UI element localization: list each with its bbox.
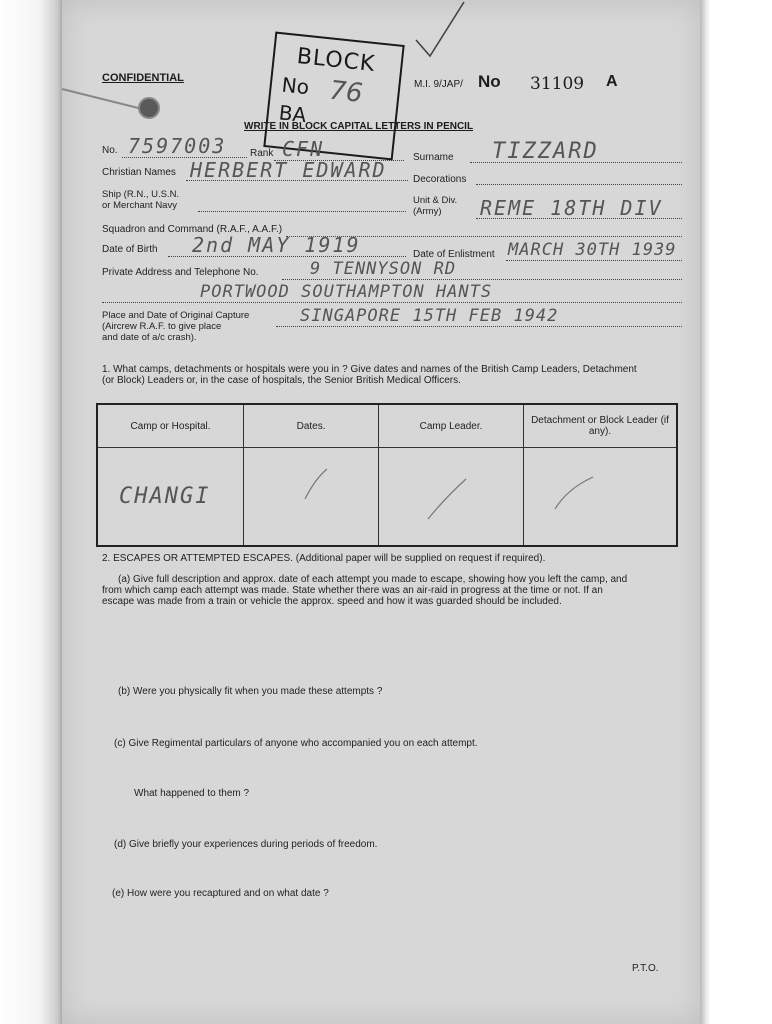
dates-cell: [244, 448, 379, 547]
question-2e-text: (e) How were you recaptured and on what date ?: [112, 888, 329, 899]
stamp-ba-text: BA: [277, 100, 308, 128]
ship-label: Ship (R.N., U.S.N. or Merchant Navy: [102, 189, 180, 211]
capture-value: SINGAPORE 15TH FEB 1942: [300, 306, 559, 326]
dob-value: 2nd MAY 1919: [192, 233, 361, 257]
dash-mark: [245, 449, 375, 539]
stamp-block-text: BLOCK: [295, 43, 377, 78]
detachment-cell: [524, 448, 678, 547]
question-2d-text: (d) Give briefly your experiences during periods of freedom.: [114, 839, 378, 850]
christian-names-label: Christian Names: [102, 167, 176, 178]
rank-label: Rank: [250, 148, 274, 159]
address-line1: 9 TENNYSON RD: [310, 259, 457, 279]
no-label: No.: [102, 145, 118, 156]
pto-label: P.T.O.: [632, 963, 659, 974]
confidential-label: CONFIDENTIAL: [102, 72, 184, 84]
capture-label: Place and Date of Original Capture (Aircrew R.A.F. to give place and date of a/c crash).: [102, 310, 250, 343]
address-label: Private Address and Telephone No.: [102, 267, 259, 278]
question-1-text: 1. What camps, detachments or hospitals were you in ? Give dates and names of the British Camp Leaders, Detachment (or Block) Leaders or, in the case of hospitals, the Senior British Medical Officers.: [102, 364, 637, 386]
paper-edge: [700, 0, 710, 1024]
stamp-handwritten-number: 76: [327, 75, 365, 109]
unit-label: Unit & Div. (Army): [413, 195, 458, 217]
enlistment-label: Date of Enlistment: [413, 249, 495, 260]
camps-table: [96, 403, 678, 547]
col-dates-header: Dates.: [244, 404, 379, 448]
question-2b-text: (b) Were you physically fit when you made these attempts ?: [118, 686, 383, 697]
christian-names-value: HERBERT EDWARD: [190, 158, 387, 182]
mi-label: M.I. 9/JAP/: [414, 79, 463, 90]
address-line2: PORTWOOD SOUTHAMPTON HANTS: [200, 282, 493, 302]
question-2c-sub-text: What happened to them ?: [134, 788, 250, 799]
unit-value: REME 18TH DIV: [480, 196, 663, 220]
check-mark: [410, 0, 470, 60]
col-camp-header: Camp or Hospital.: [97, 404, 244, 448]
punch-hole: [138, 97, 160, 119]
surname-label: Surname: [413, 152, 454, 163]
surname-value: TIZZARD: [492, 139, 599, 164]
leader-cell: [379, 448, 524, 547]
dob-label: Date of Birth: [102, 244, 158, 255]
table-row: [97, 448, 677, 547]
table-header-row: [97, 404, 677, 448]
no-value: 7597003: [128, 134, 227, 158]
question-2a-text: (a) Give full description and approx. date of each attempt you made to escape, showing how you left the camp, and from which camp each attempt was made. State whether there was an air-raid in progress at the time or not. If an escape was made from a train or vehicle the approx. speed and how it was guarded should be included.: [102, 574, 628, 607]
rank-value: CFN: [282, 137, 325, 161]
number-symbol: No: [478, 72, 501, 91]
page-shadow: [0, 0, 64, 1024]
col-detachment-header: Detachment or Block Leader (if any).: [524, 404, 678, 448]
form-number: 31109: [530, 74, 585, 94]
col-leader-header: Camp Leader.: [379, 404, 524, 448]
squadron-label: Squadron and Command (R.A.F., A.A.F.): [102, 224, 283, 235]
decorations-label: Decorations: [413, 174, 467, 185]
instruction-text: WRITE IN BLOCK CAPITAL LETTERS IN PENCIL: [244, 121, 474, 132]
stamp-no-text: No: [280, 72, 311, 100]
dash-mark: [525, 449, 675, 539]
series-letter: A: [606, 73, 618, 90]
camp-value: CHANGI: [119, 484, 211, 509]
camp-cell: [97, 448, 244, 547]
question-2c-text: (c) Give Regimental particulars of anyone who accompanied you on each attempt.: [114, 738, 478, 749]
enlistment-value: MARCH 30TH 1939: [508, 240, 677, 260]
dash-mark: [380, 449, 520, 539]
question-2-heading: 2. ESCAPES OR ATTEMPTED ESCAPES. (Additional paper will be supplied on request if required).: [102, 553, 546, 564]
